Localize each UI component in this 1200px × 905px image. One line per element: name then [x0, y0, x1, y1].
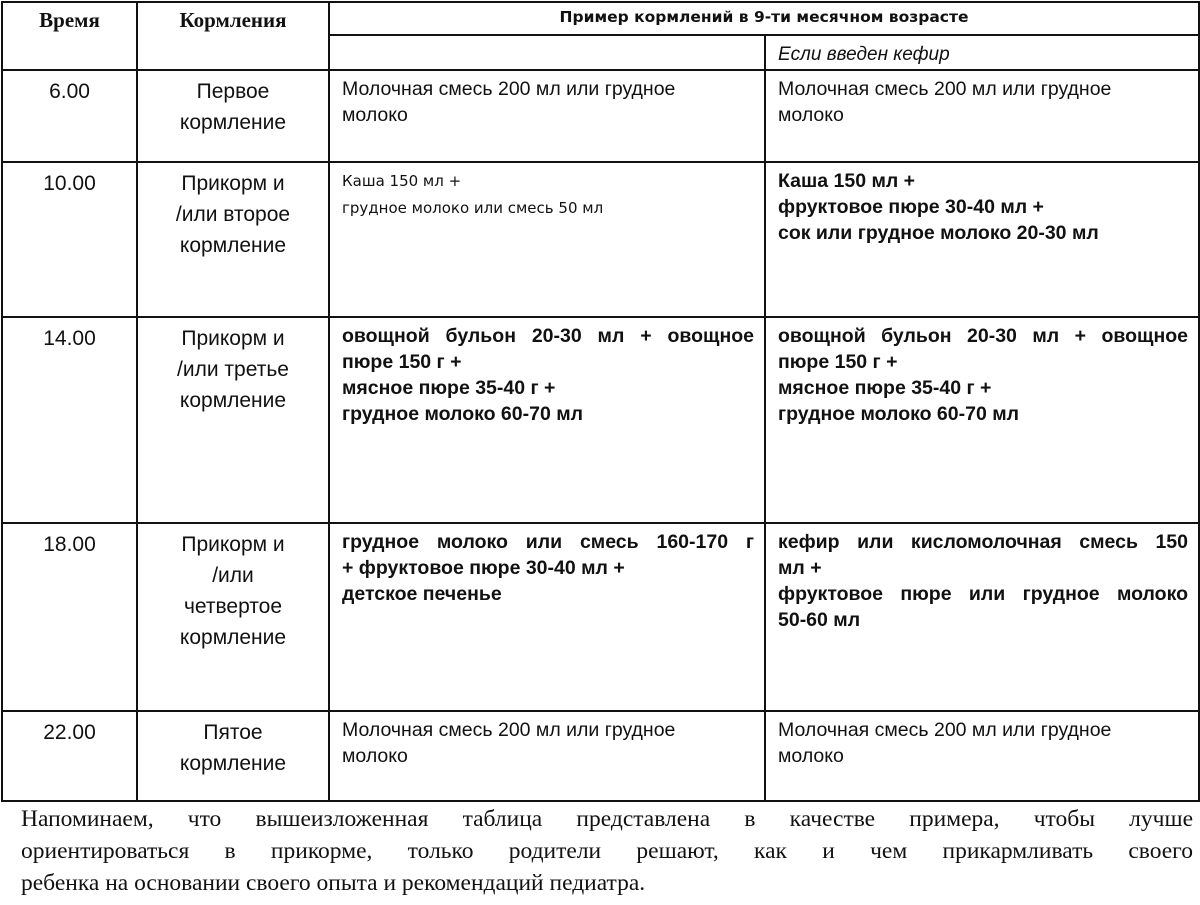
menu-line: молоко: [778, 104, 844, 126]
feeding-line: Первое: [196, 80, 270, 103]
table-row: [2, 70, 1199, 162]
time-cell: 6.00: [2, 70, 137, 162]
feeding-line: кормление: [179, 389, 287, 412]
footnote-line: ориентироваться в прикорме, только родители решают, как и чем прикармливать своего: [21, 838, 1193, 864]
table-row: [2, 317, 1199, 523]
feeding-cell: [137, 162, 329, 317]
header-example-title: Пример кормлений в 9-ти месячном возрасте: [329, 2, 1199, 35]
menu-line: пюре 150 г +: [342, 351, 462, 373]
feeding-cell: [137, 711, 329, 801]
footnote-line: ребенка на основании своего опыта и рекомендаций педиатра.: [21, 870, 646, 896]
time-cell: 22.00: [2, 711, 137, 801]
feeding-line: кормление: [179, 234, 287, 257]
menu-line: 50-60 мл: [778, 609, 861, 631]
menu-line: овощной бульон 20-30 мл + овощное: [778, 325, 1189, 347]
feeding-line: кормление: [179, 111, 287, 134]
feeding-line: Прикорм и: [181, 533, 285, 556]
menu-line: Каша 150 мл +: [778, 170, 916, 192]
feeding-line: /или: [212, 564, 254, 587]
header-col-kefir: Если введен кефир: [765, 35, 1199, 70]
feeding-cell: [137, 523, 329, 711]
feeding-line: /или второе: [175, 203, 291, 226]
menu-standard-cell: [329, 317, 765, 523]
footnote-line: Напоминаем, что вышеизложенная таблица представлена в качестве примера, чтобы лучше: [21, 806, 1193, 832]
time-cell: 10.00: [2, 162, 137, 317]
menu-line: грудное молоко 60-70 мл: [342, 403, 584, 425]
menu-line: кефир или кисломолочная смесь 150: [778, 531, 1189, 553]
menu-line: грудное молоко или смесь 50 мл: [342, 199, 604, 217]
feeding-cell: [137, 70, 329, 162]
menu-line: детское печенье: [342, 583, 502, 605]
menu-kefir-cell: [765, 317, 1199, 523]
footnote-paragraph: [21, 803, 1193, 899]
feeding-line: кормление: [179, 752, 287, 775]
menu-line: Молочная смесь 200 мл или грудное: [778, 78, 1112, 100]
feeding-line: /или третье: [177, 358, 289, 381]
time-cell: 14.00: [2, 317, 137, 523]
feeding-line: Прикорм и: [181, 172, 285, 195]
table-row: [2, 711, 1199, 801]
menu-line: фруктовое пюре или грудное молоко: [778, 583, 1189, 605]
menu-standard-cell: [329, 523, 765, 711]
menu-kefir-cell: [765, 70, 1199, 162]
header-col-standard: [329, 35, 765, 70]
feeding-line: кормление: [179, 626, 287, 649]
menu-kefir-cell: [765, 711, 1199, 801]
menu-standard-cell: [329, 70, 765, 162]
menu-kefir-cell: [765, 162, 1199, 317]
menu-line: молоко: [342, 745, 408, 767]
feeding-cell: [137, 317, 329, 523]
menu-line: сок или грудное молоко 20-30 мл: [778, 222, 1099, 244]
feeding-schedule-table: [1, 1, 1200, 802]
menu-line: мясное пюре 35-40 г +: [778, 377, 992, 399]
menu-line: пюре 150 г +: [778, 351, 898, 373]
header-feedings: Кормления: [137, 2, 329, 70]
feeding-line: четвертое: [183, 595, 283, 618]
menu-line: Каша 150 мл +: [342, 172, 462, 190]
menu-line: мясное пюре 35-40 г +: [342, 377, 556, 399]
menu-line: Молочная смесь 200 мл или грудное: [778, 719, 1112, 741]
menu-standard-cell: [329, 162, 765, 317]
header-row: [2, 2, 1199, 35]
time-cell: 18.00: [2, 523, 137, 711]
menu-line: молоко: [342, 104, 408, 126]
menu-standard-cell: [329, 711, 765, 801]
feeding-line: Прикорм и: [181, 327, 285, 350]
menu-line: Молочная смесь 200 мл или грудное: [342, 78, 676, 100]
menu-line: + фруктовое пюре 30-40 мл +: [342, 557, 625, 579]
menu-line: овощной бульон 20-30 мл + овощное: [342, 325, 754, 347]
header-time: Время: [2, 2, 137, 70]
table-row: [2, 162, 1199, 317]
menu-line: фруктовое пюре 30-40 мл +: [778, 196, 1044, 218]
menu-line: молоко: [778, 745, 844, 767]
menu-line: Молочная смесь 200 мл или грудное: [342, 719, 676, 741]
table-row: [2, 523, 1199, 711]
menu-line: грудное молоко или смесь 160-170 г: [342, 531, 754, 553]
menu-line: мл +: [778, 557, 822, 579]
menu-kefir-cell: [765, 523, 1199, 711]
feeding-line: Пятое: [203, 721, 263, 744]
menu-line: грудное молоко 60-70 мл: [778, 403, 1020, 425]
